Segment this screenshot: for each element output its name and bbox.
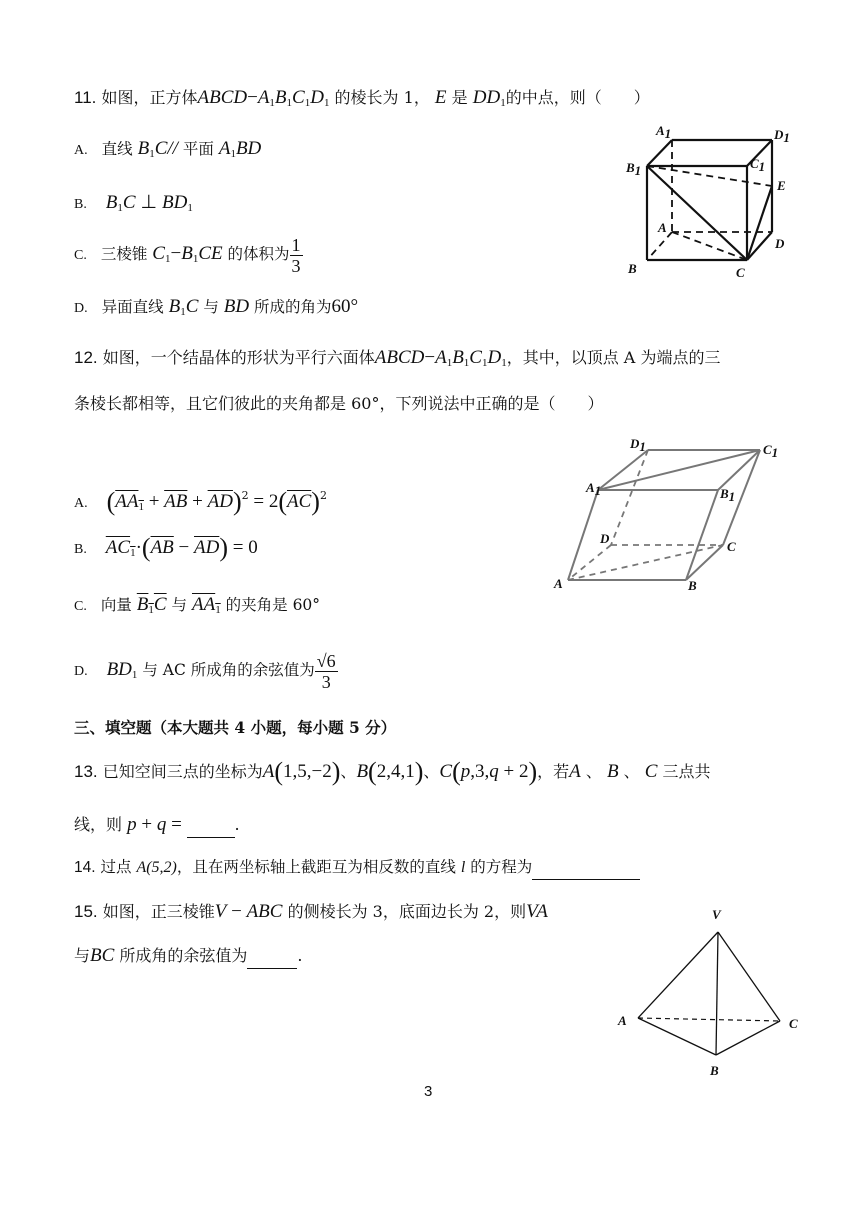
label-b: B	[710, 1063, 719, 1078]
q14-stem: 14. 过点 A(5,2)，且在两坐标轴上截距互为相反数的直线 l 的方程为	[74, 857, 640, 880]
q15-stem-line2: 与BC 所成角的余弦值为 .	[74, 946, 303, 969]
label-c1: C1	[750, 156, 766, 174]
label-a1: A1	[586, 480, 602, 498]
label-d1: D1	[774, 127, 790, 145]
fraction-one-third: $\frac{1}{3}$	[291, 234, 301, 276]
label-a1: A1	[656, 123, 672, 141]
q11-option-c: C. 三棱锥 $C_1-B_1CE$ 的体积为 $\frac{1}{3}$	[74, 234, 301, 276]
q12-stem-line2: 条棱长都相等，且它们彼此的夹角都是 60°，下列说法中正确的是（ ）	[74, 394, 604, 413]
label-d1: D1	[630, 436, 646, 454]
q11-option-b: B. $B_1C$ ⊥ $BD_1$	[74, 192, 193, 214]
q11-option-a: A. 直线 $B_1C//$ 平面 $A_1BD$	[74, 138, 262, 160]
label-d: D	[775, 236, 785, 251]
label-c: C	[789, 1016, 798, 1031]
label-b: B	[688, 578, 697, 593]
q15-stem-line1: 15. 如图，正三棱锥V − ABC 的侧棱长为 3，底面边长为 2，则VA	[74, 901, 548, 922]
label-c: C	[736, 265, 745, 280]
q12-option-d: D. $BD_1$ 与 AC 所成角的余弦值为 $\frac{√6}{3}$	[74, 650, 336, 692]
label-a: A	[618, 1013, 627, 1028]
q12-option-b: B. $AC_1\cdot(\overline{AB} - \overline{AD}) = 0$	[74, 533, 258, 562]
cube-figure	[622, 120, 812, 280]
answer-blank[interactable]	[247, 948, 297, 969]
q12-stem-line1: 12. 如图，一个结晶体的形状为平行六面体$ABCD-A_1B_1C_1D_1$，其中，以顶点 A 为端点的三	[74, 347, 721, 369]
page-number: 3	[424, 1083, 433, 1100]
section-title: 三、填空题（本大题共 4 小题，每小题 5 分）	[74, 718, 397, 737]
answer-blank[interactable]	[187, 817, 235, 838]
q12-option-a: A. $(AA_1 + \overline{AB} + \overline{AD})^2 = 2(\overline{AC})^2$	[74, 487, 327, 516]
label-e: E	[777, 178, 786, 193]
q13-stem-line1: 13. 已知空间三点的坐标为A(1,5,−2)、B(2,4,1)、C(p,3,q + 2)，若A 、 B 、 C 三点共	[74, 757, 711, 786]
fraction-sqrt6-over-3: $\frac{√6}{3}$	[316, 650, 336, 692]
pyramid-figure	[612, 905, 812, 1080]
label-c1: C1	[763, 442, 779, 460]
label-a: A	[554, 576, 563, 591]
label-c: C	[727, 539, 736, 554]
label-b1: B1	[626, 160, 642, 178]
label-a: A	[658, 220, 667, 235]
parallelepiped-figure	[548, 436, 798, 596]
label-v: V	[712, 907, 721, 922]
q13-stem-line2: 线，则 p + q = .	[74, 815, 240, 838]
label-d: D	[600, 531, 610, 546]
q11-option-d: D. 异面直线 $B_1C$ 与 BD 所成的角为60°	[74, 296, 359, 318]
label-b: B	[628, 261, 637, 276]
q12-option-c: C. 向量 $B_1C$ 与 $AA_1$ 的夹角是 60°	[74, 594, 321, 616]
answer-blank[interactable]	[532, 859, 640, 880]
q11-stem: 11. 如图，正方体$ABCD-A_1B_1C_1D_1$ 的棱长为 1， E 是 $DD_1$的中点，则（ ）	[74, 87, 650, 109]
label-b1: B1	[720, 486, 736, 504]
